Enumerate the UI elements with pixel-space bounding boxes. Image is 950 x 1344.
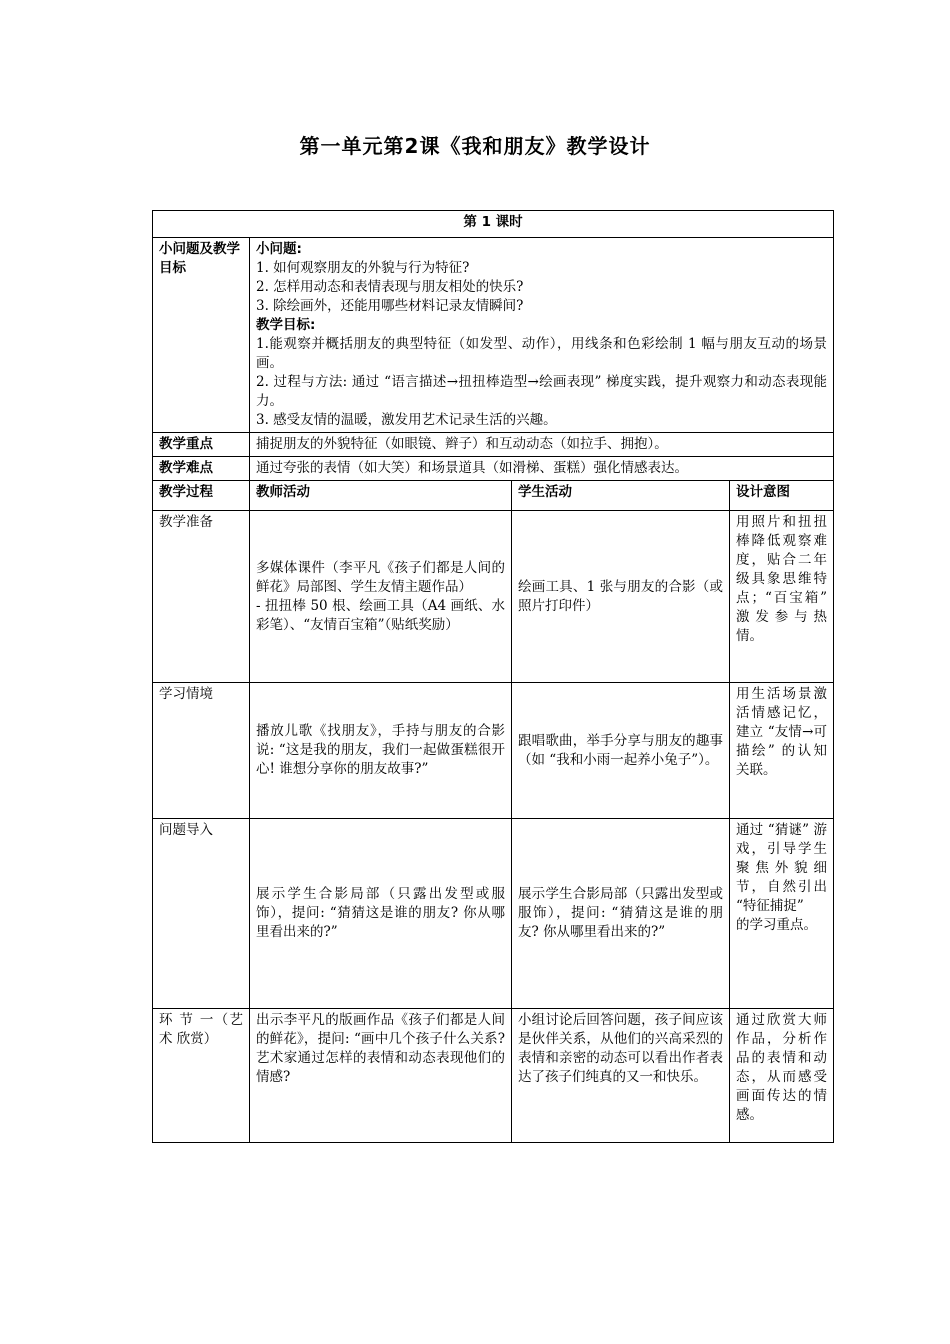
process-row bbox=[153, 819, 834, 1009]
process-row bbox=[153, 683, 834, 819]
process-row bbox=[153, 511, 834, 683]
page-title: 第一单元第2课《我和朋友》教学设计 bbox=[299, 134, 651, 158]
difficulty-label: 教学难点 bbox=[153, 457, 250, 481]
lesson-plan-table bbox=[152, 210, 834, 1143]
goal-item: 2. 过程与方法: 通过 “语言描述→扭扭棒造型→绘画表现” 梯度实践，提升观察力和动态表现能力。 bbox=[256, 374, 828, 409]
design-intent: 用照片和扭扭棒降低观察难度，贴合二年级具象思维特点；“百宝箱” 激发参与热情。 bbox=[730, 511, 834, 683]
student-activity: 展示学生合影局部（只露出发型或服饰），提问: “猜猜这是谁的朋友? 你从哪里看出来的?” bbox=[512, 819, 730, 1009]
student-activity: 小组讨论后回答问题，孩子间应该是伙伴关系，从他们的兴高采烈的表情和亲密的动态可以看出作者表达了孩子们纯真的又一和快乐。 bbox=[512, 1009, 730, 1143]
teacher-activity: 多媒体课件（李平凡《孩子们都是人间的鲜花》局部图、学生友情主题作品） - 扭扭棒 50 根、绘画工具（A4 画纸、水彩笔）、“友情百宝箱”（贴纸奖励） bbox=[250, 511, 512, 683]
key-point-label: 教学重点 bbox=[153, 433, 250, 457]
stage-name: 问题导入 bbox=[153, 819, 250, 1009]
process-row bbox=[153, 1009, 834, 1143]
difficulty-text: 通过夸张的表情（如大笑）和场景道具（如滑梯、蛋糕）强化情感表达。 bbox=[250, 457, 834, 481]
student-activity-header: 学生活动 bbox=[512, 481, 730, 511]
goal-item: 3. 感受友情的温暖，激发用艺术记录生活的兴趣。 bbox=[256, 412, 557, 428]
design-intent-header: 设计意图 bbox=[730, 481, 834, 511]
questions-heading: 小问题: bbox=[256, 241, 302, 257]
goal-item: 1.能观察并概括朋友的典型特征（如发型、动作），用线条和色彩绘制 1 幅与朋友互动的场景画。 bbox=[256, 336, 828, 371]
key-point-row bbox=[153, 433, 834, 457]
period-label: 第 1 课时 bbox=[153, 211, 834, 238]
question-item: 2. 怎样用动态和表情表现与朋友相处的快乐? bbox=[256, 279, 524, 295]
process-label: 教学过程 bbox=[153, 481, 250, 511]
stage-name: 教学准备 bbox=[153, 511, 250, 683]
student-activity: 绘画工具、1 张与朋友的合影（或照片打印件） bbox=[512, 511, 730, 683]
period-row bbox=[153, 211, 834, 238]
teacher-activity: 出示李平凡的版画作品《孩子们都是人间的鲜花》，提问: “画中几个孩子什么关系? 艺术家通过怎样的表情和动态表现他们的情感? bbox=[250, 1009, 512, 1143]
teacher-activity-header: 教师活动 bbox=[250, 481, 512, 511]
teacher-activity: 展示学生合影局部（只露出发型或服饰），提问: “猜猜这是谁的朋友? 你从哪里看出来的?” bbox=[250, 819, 512, 1009]
questions-goals-content bbox=[250, 238, 834, 433]
student-activity: 跟唱歌曲，举手分享与朋友的趣事（如 “我和小雨一起养小兔子”）。 bbox=[512, 683, 730, 819]
design-intent: 通过欣赏大师作品，分析作品的表情和动态，从而感受画面传达的情感。 bbox=[730, 1009, 834, 1143]
design-intent: 通过 “猜谜” 游戏，引导学生聚焦外貌细节，自然引出 “特征捕捉” 的学习重点。 bbox=[730, 819, 834, 1009]
questions-goals-row bbox=[153, 238, 834, 433]
process-header-row bbox=[153, 481, 834, 511]
teacher-activity: 播放儿歌《找朋友》，手持与朋友的合影说: “这是我的朋友，我们一起做蛋糕很开心! 谁想分享你的朋友故事?” bbox=[250, 683, 512, 819]
question-item: 1. 如何观察朋友的外貌与行为特征? bbox=[256, 260, 470, 276]
goals-heading: 教学目标: bbox=[256, 317, 316, 333]
difficulty-row bbox=[153, 457, 834, 481]
question-item: 3. 除绘画外，还能用哪些材料记录友情瞬间? bbox=[256, 298, 524, 314]
key-point-text: 捕捉朋友的外貌特征（如眼镜、辫子）和互动动态（如拉手、拥抱）。 bbox=[250, 433, 834, 457]
design-intent: 用生活场景激活情感记忆，建立 “友情→可描绘” 的认知关联。 bbox=[730, 683, 834, 819]
stage-name: 学习情境 bbox=[153, 683, 250, 819]
questions-goals-label: 小问题及教学目标 bbox=[153, 238, 250, 433]
stage-name: 环 节 一（艺 术 欣赏） bbox=[153, 1009, 250, 1143]
